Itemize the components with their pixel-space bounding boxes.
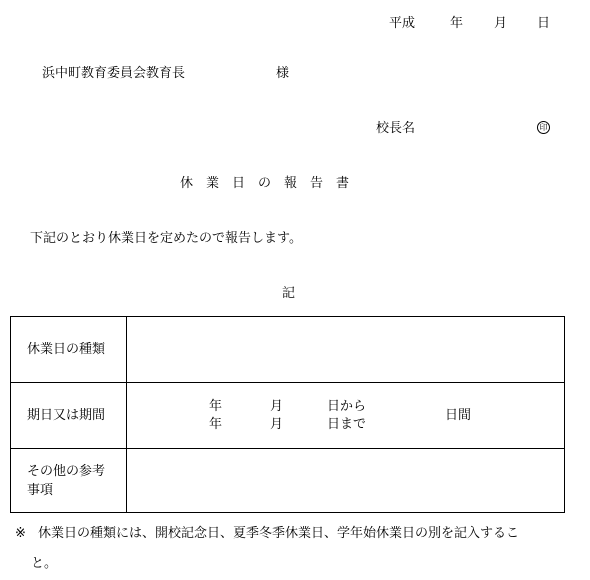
addressee-honorific: 様 — [276, 66, 290, 81]
ki-heading: 記 — [282, 286, 296, 301]
document-title: 休 業 日 の 報 告 書 — [180, 176, 350, 191]
principal-name-label: 校長名 — [376, 121, 416, 136]
addressee-name: 浜中町教育委員会教育長 — [42, 66, 186, 81]
seal-mark: 印 — [537, 121, 550, 134]
row-value-holiday-type[interactable] — [127, 317, 564, 382]
report-table — [10, 316, 565, 513]
footnote-text-continued: と。 — [31, 556, 58, 571]
row-value-notes[interactable] — [127, 449, 564, 512]
period-end-day: 日まで — [327, 417, 367, 432]
footnote-text: 休業日の種類には、開校記念日、夏季冬季休業日、学年始休業日の別を記入するこ — [38, 526, 520, 541]
period-days: 日間 — [445, 408, 472, 423]
row-label-holiday-type: 休業日の種類 — [27, 342, 106, 357]
period-start-year: 年 — [209, 399, 223, 414]
row-label-date-period: 期日又は期間 — [27, 408, 106, 423]
date-year-label: 年 — [450, 16, 464, 31]
row-label-notes-line2: 事項 — [27, 483, 54, 498]
row-label-notes-line1: その他の参考 — [27, 464, 106, 479]
period-start-day: 日から — [327, 399, 367, 414]
footnote-mark: ※ — [15, 526, 26, 541]
intro-text: 下記のとおり休業日を定めたので報告します。 — [30, 231, 302, 246]
date-day-label: 日 — [537, 16, 551, 31]
date-month-label: 月 — [494, 16, 508, 31]
row-value-date-period[interactable] — [127, 383, 564, 448]
period-end-month: 月 — [270, 417, 284, 432]
period-start-month: 月 — [270, 399, 284, 414]
date-era: 平成 — [389, 16, 416, 31]
period-end-year: 年 — [209, 417, 223, 432]
